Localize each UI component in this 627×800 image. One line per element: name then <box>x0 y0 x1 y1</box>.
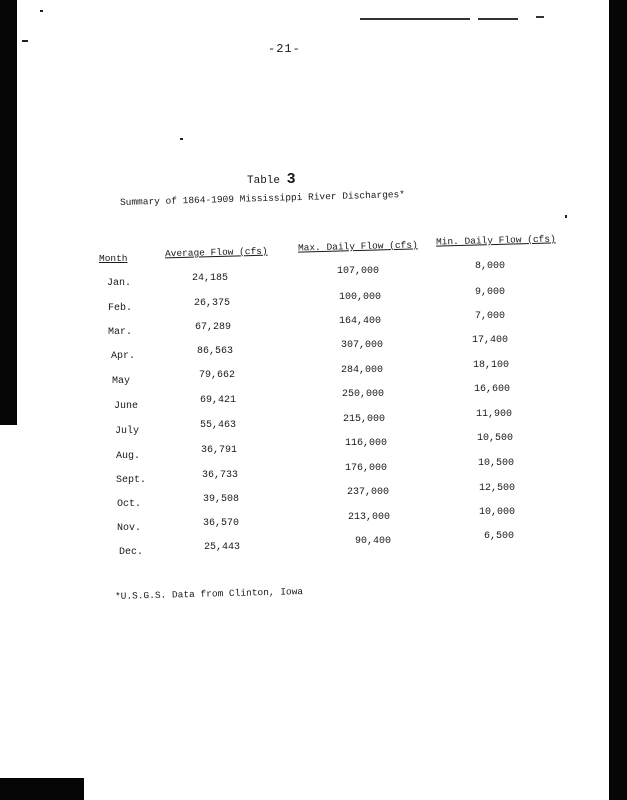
table-cell-avg: 36,570 <box>203 518 240 529</box>
table-cell-avg: 24,185 <box>192 273 229 284</box>
table-cell-month: Apr. <box>111 351 136 362</box>
table-cell-max: 237,000 <box>347 487 390 498</box>
column-header-month: Month <box>99 253 128 264</box>
table-cell-max: 307,000 <box>341 340 384 351</box>
scan-mark <box>478 18 518 20</box>
table-label: Table <box>247 175 281 187</box>
table-cell-month: Nov. <box>117 523 142 534</box>
table-cell-max: 164,400 <box>339 316 382 327</box>
table-cell-min: 17,400 <box>472 335 509 346</box>
table-cell-max: 250,000 <box>342 389 385 400</box>
table-cell-max: 107,000 <box>337 266 380 277</box>
table-cell-avg: 86,563 <box>197 346 234 357</box>
table-cell-max: 100,000 <box>339 292 382 303</box>
column-header-max-daily-flow: Max. Daily Flow (cfs) <box>297 239 418 254</box>
scan-edge-left <box>0 0 17 425</box>
table-cell-max: 213,000 <box>348 512 391 523</box>
table-cell-max: 116,000 <box>345 438 388 449</box>
table-cell-avg: 69,421 <box>200 395 237 406</box>
scan-speck <box>40 10 43 12</box>
table-cell-avg: 36,791 <box>201 445 238 456</box>
table-cell-min: 10,000 <box>479 507 516 518</box>
table-cell-min: 18,100 <box>473 360 510 371</box>
table-cell-max: 176,000 <box>345 463 388 474</box>
scan-speck <box>180 138 183 140</box>
table-cell-min: 10,500 <box>477 433 514 444</box>
table-cell-max: 284,000 <box>341 365 384 376</box>
column-header-average-flow: Average Flow (cfs) <box>164 245 268 260</box>
table-cell-avg: 55,463 <box>200 420 237 431</box>
table-subtitle: Summary of 1864-1909 Mississippi River Discharges* <box>119 189 406 208</box>
table-number: 3 <box>286 171 296 188</box>
table-cell-min: 11,900 <box>476 409 513 420</box>
table-cell-month: Mar. <box>108 327 133 338</box>
footnote: *U.S.G.S. Data from Clinton, Iowa <box>114 586 304 602</box>
scan-mark <box>360 18 470 20</box>
table-cell-avg: 26,375 <box>194 298 231 309</box>
table-title <box>247 171 296 188</box>
scan-speck <box>565 215 567 218</box>
table-cell-min: 12,500 <box>479 483 516 494</box>
table-cell-month: Sept. <box>116 475 147 486</box>
scan-mark <box>536 16 544 18</box>
page-number: -21- <box>268 42 301 56</box>
table-cell-month: Oct. <box>117 499 142 510</box>
table-cell-month: May <box>112 376 131 387</box>
table-cell-min: 6,500 <box>484 531 515 542</box>
table-cell-max: 215,000 <box>343 414 386 425</box>
table-cell-avg: 79,662 <box>199 370 236 381</box>
table-cell-min: 7,000 <box>475 311 506 322</box>
table-cell-avg: 36,733 <box>202 470 239 481</box>
table-cell-avg: 39,508 <box>203 494 240 505</box>
scan-edge-right <box>609 0 627 800</box>
table-cell-min: 16,600 <box>474 384 511 395</box>
table-cell-max: 90,400 <box>355 536 392 547</box>
table-cell-min: 8,000 <box>475 261 506 272</box>
scan-corner-bottom-left <box>0 778 84 800</box>
table-cell-min: 9,000 <box>475 287 506 298</box>
table-cell-avg: 25,443 <box>204 542 241 553</box>
table-cell-min: 10,500 <box>478 458 515 469</box>
table-cell-month: June <box>114 401 139 412</box>
table-cell-month: Dec. <box>119 547 144 558</box>
table-cell-month: Jan. <box>107 278 132 289</box>
table-cell-month: Feb. <box>108 303 133 314</box>
table-cell-month: July <box>115 426 140 437</box>
column-header-min-daily-flow: Min. Daily Flow (cfs) <box>435 233 556 248</box>
table-cell-avg: 67,289 <box>195 322 232 333</box>
scan-speck <box>22 40 28 42</box>
table-cell-month: Aug. <box>116 451 141 462</box>
